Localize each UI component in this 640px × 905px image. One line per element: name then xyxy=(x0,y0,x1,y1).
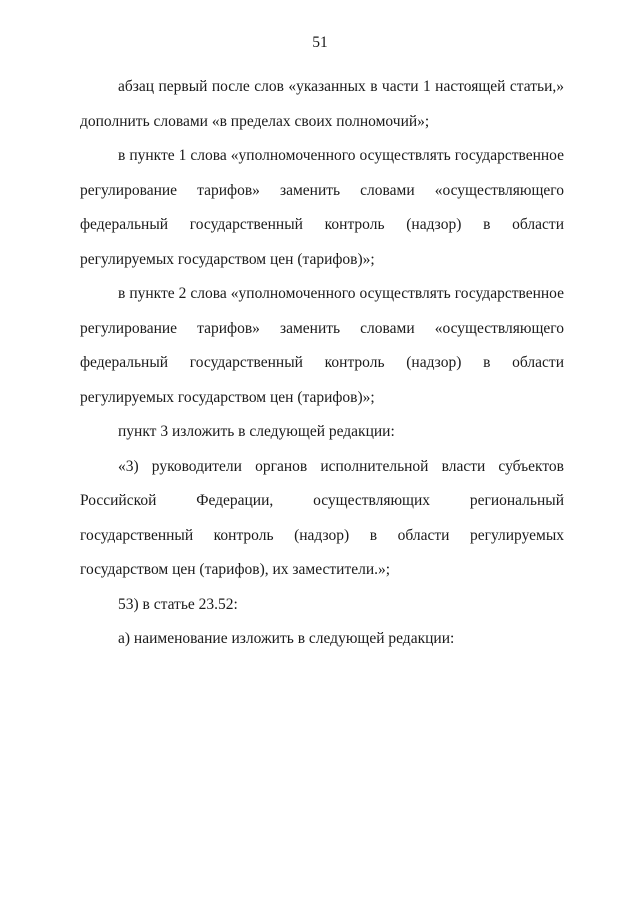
paragraph-abzac-pervyy: абзац первый после слов «указанных в части 1 настоящей статьи,» дополнить словами «в пределах своих полномочий»; xyxy=(80,78,564,130)
paragraph-punkt-2: в пункте 2 слова «уполномоченного осуществлять государственное регулирование тарифов» заменить словами «осуществляющего федеральный государственный контроль (надзор) в области регулируемых государством цен (тарифов)»; xyxy=(80,285,564,406)
page-number: 51 xyxy=(312,34,328,51)
paragraph-punkt-1: в пункте 1 слова «уполномоченного осуществлять государственное регулирование тарифов» заменить словами «осуществляющего федеральный государственный контроль (надзор) в области регулируемых государством цен (тарифов)»; xyxy=(80,147,564,268)
paragraph-punkt-3-text: «3) руководители органов исполнительной власти субъектов Российской Федерации, осуществляющих региональный государственный контроль (надзор) в области регулируемых государством цен (тарифов), их заместители.»; xyxy=(80,457,564,578)
document-body xyxy=(80,70,564,657)
paragraph-punkt-3-intro: пункт 3 изложить в следующей редакции: xyxy=(118,423,395,440)
paragraph-item-53: 53) в статье 23.52: xyxy=(118,595,238,613)
paragraph-item-a: а) наименование изложить в следующей редакции: xyxy=(118,630,455,647)
